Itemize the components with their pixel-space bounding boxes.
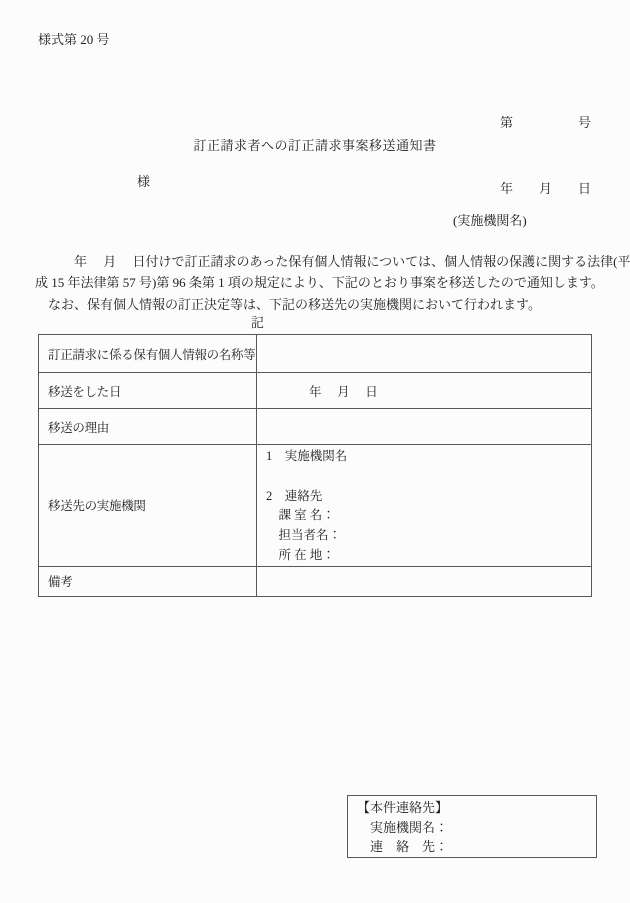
row-value: [257, 445, 592, 567]
table-row-transfer-reason: [39, 409, 592, 445]
issuer-name-placeholder: (実施機関名): [453, 213, 527, 228]
contact-box-title: 【本件連絡先】: [357, 800, 449, 815]
row-label: 備考: [39, 566, 257, 596]
destination-line-division: 課 室 名：: [266, 508, 335, 523]
notice-table: [38, 334, 592, 597]
contact-box-contact: 連 絡 先：: [357, 839, 449, 854]
destination-line-blank: [266, 467, 591, 487]
doc-number-line: 第 号: [499, 115, 591, 130]
contact-box: [347, 795, 597, 858]
body-line-3: なお、保有個人情報の訂正決定等は、下記の移送先の実施機関において行われます。: [35, 296, 541, 312]
row-label: 訂正請求に係る保有個人情報の名称等: [39, 335, 257, 373]
row-label: 移送をした日: [39, 373, 257, 409]
destination-line-person: 担当者名：: [266, 528, 342, 543]
destination-line-contact: 2 連絡先: [266, 488, 323, 503]
row-value: [257, 335, 592, 373]
destination-line-agency: 1 実施機関名: [266, 449, 348, 463]
record-marker: 記: [251, 315, 265, 330]
row-value: [257, 566, 592, 596]
body-line-1: 年 月 日付けで訂正請求のあった保有個人情報については、個人情報の保護に関する法律(平: [35, 254, 630, 269]
form-number: 様式第 20 号: [38, 32, 110, 47]
destination-line-address: 所 在 地：: [266, 547, 335, 562]
body-paragraph: [35, 251, 630, 315]
document-title: 訂正請求者への訂正請求事案移送通知書: [193, 138, 437, 153]
row-value: [257, 409, 592, 445]
row-label: 移送の理由: [39, 409, 257, 445]
body-line-2: 成 15 年法律第 57 号)第 96 条第 1 項の規定により、下記のとおり事案を移送したので通知します。: [35, 275, 604, 291]
table-row-destination-agency: [39, 445, 592, 567]
table-row-information-name: [39, 335, 592, 373]
table-row-transfer-date: [39, 373, 592, 409]
row-label: 移送先の実施機関: [39, 445, 257, 567]
row-value: 年 月 日: [257, 373, 592, 409]
doc-date-line: 年 月 日: [499, 181, 591, 196]
table-row-remarks: [39, 566, 592, 596]
contact-box-agency: 実施機関名：: [357, 819, 449, 835]
addressee-suffix: 様: [137, 174, 151, 189]
